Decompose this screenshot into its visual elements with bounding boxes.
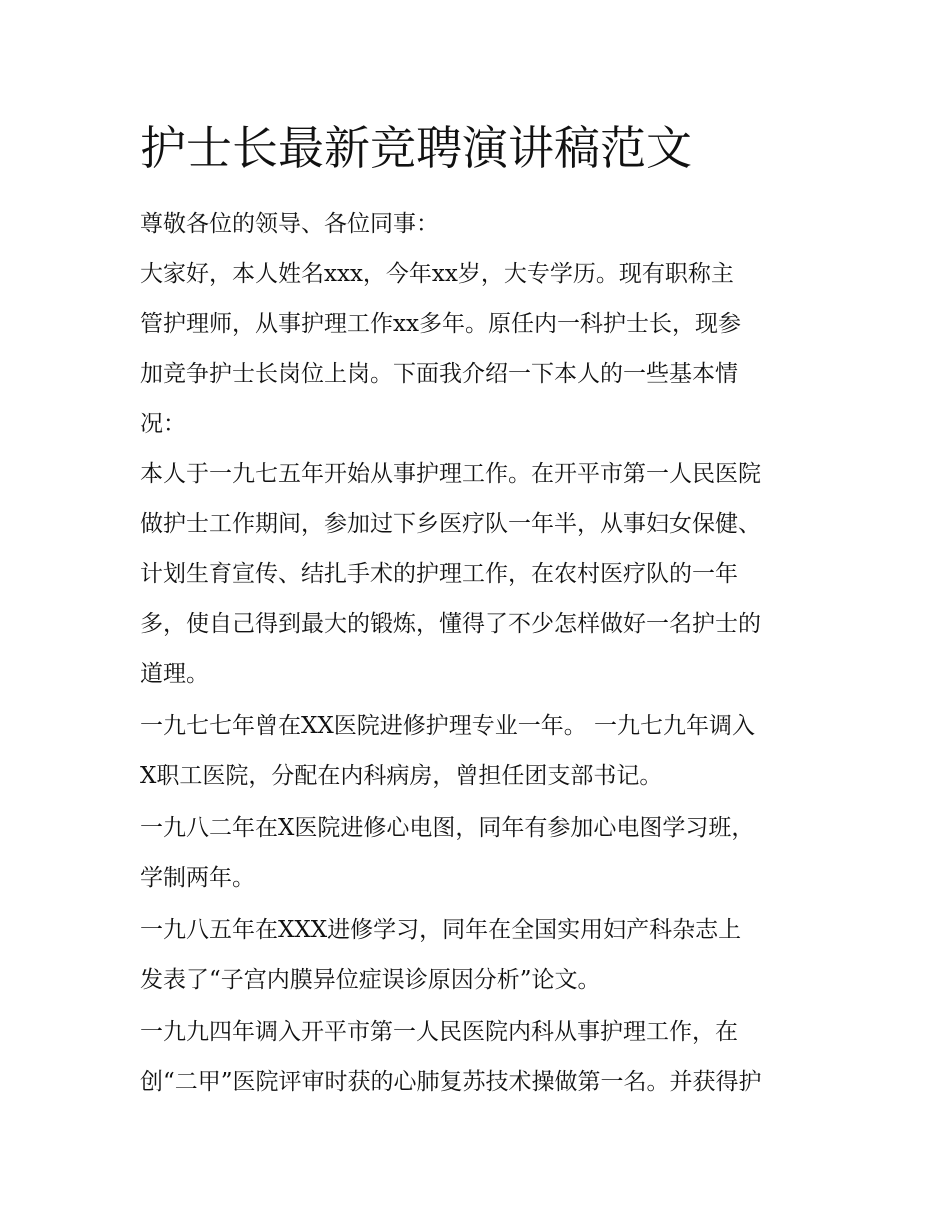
paragraph-line: 做护士工作期间，参加过下乡医疗队一年半，从事妇女保健、 bbox=[140, 511, 761, 537]
paragraph-line: 一九八五年在XXX进修学习，同年在全国实用妇产科杂志上 bbox=[140, 917, 742, 943]
paragraph-line: 本人于一九七五年开始从事护理工作。在开平市第一人民医院 bbox=[140, 461, 761, 487]
paragraph-line: 加竞争护士长岗位上岗。下面我介绍一下本人的一些基本情 bbox=[140, 361, 738, 387]
paragraph-line: 一九七七年曾在XX医院进修护理专业一年。 一九七九年调入 bbox=[140, 713, 756, 739]
paragraph-line: 一九八二年在X医院进修心电图，同年有参加心电图学习班， bbox=[140, 815, 755, 841]
paragraph-line: 计划生育宣传、结扎手术的护理工作，在农村医疗队的一年 bbox=[140, 561, 738, 587]
paragraph-line: 学制两年。 bbox=[140, 865, 255, 891]
paragraph-line: 发表了“子宫内膜异位症误诊原因分析”论文。 bbox=[140, 967, 601, 993]
document-title: 护士长最新竞聘演讲稿范文 bbox=[140, 121, 692, 175]
paragraph-line: X职工医院，分配在内科病房，曾担任团支部书记。 bbox=[140, 763, 663, 789]
paragraph-line: 管护理师，从事护理工作xx多年。原任内一科护士长，现参 bbox=[140, 311, 741, 337]
paragraph-line: 大家好，本人姓名xxx，今年xx岁，大专学历。现有职称主 bbox=[140, 261, 734, 287]
paragraph-line: 况： bbox=[140, 411, 186, 437]
paragraph-line: 道理。 bbox=[140, 661, 209, 687]
paragraph-line: 多，使自己得到最大的锻炼，懂得了不少怎样做好一名护士的 bbox=[140, 611, 761, 637]
paragraph-line: 尊敬各位的领导、各位同事： bbox=[140, 211, 439, 237]
paragraph-line: 创“二甲”医院评审时获的心肺复苏技术操做第一名。并获得护 bbox=[140, 1069, 762, 1095]
paragraph-line: 一九九四年调入开平市第一人民医院内科从事护理工作，在 bbox=[140, 1019, 738, 1045]
